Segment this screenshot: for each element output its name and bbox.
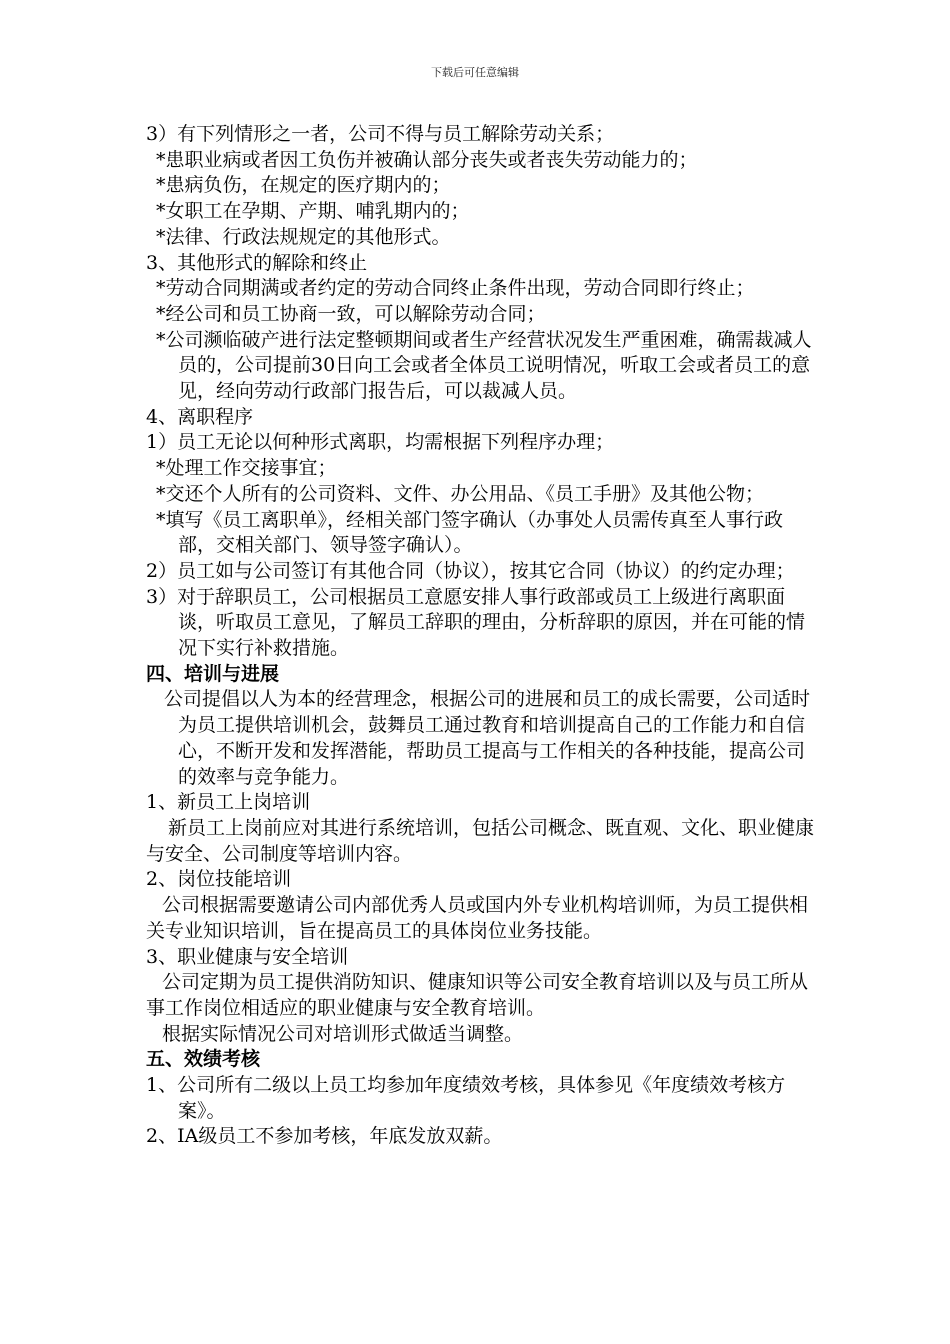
paragraph: *处理工作交接事宜； xyxy=(156,457,337,480)
paragraph: *劳动合同期满或者约定的劳动合同终止条件出现，劳动合同即行终止； xyxy=(156,277,755,300)
paragraph: 4、离职程序 xyxy=(146,405,254,428)
paragraph: 1、公司所有二级以上员工均参加年度绩效考核，具体参见《年度绩效考核方案》。 xyxy=(146,1074,786,1122)
paragraph: *法律、行政法规规定的其他形式。 xyxy=(156,225,451,248)
paragraph: *填写《员工离职单》，经相关部门签字确认（办事处人员需传真至人事行政部，交相关部门、领导签字确认）。 xyxy=(156,508,784,557)
paragraph: *交还个人所有的公司资料、文件、办公用品、《员工手册》及其他公物； xyxy=(156,482,765,505)
section-heading: 五、效绩考核 xyxy=(146,1048,261,1071)
paragraph: *公司濒临破产进行法定整顿期间或者生产经营状况发生严重困难，确需裁减人员的，公司提前30日向工会或者全体员工说明情况，听取工会或者员工的意见，经向劳动行政部门报告后，可以裁减人员。 xyxy=(156,328,812,403)
paragraph: 2、岗位技能培训 xyxy=(146,868,292,891)
page-header: 下载后可任意编辑 xyxy=(431,66,519,79)
paragraph: 根据实际情况公司对培训形式做适当调整。 xyxy=(162,1022,524,1045)
document-body xyxy=(146,122,814,1150)
paragraph: *患病负伤，在规定的医疗期内的； xyxy=(156,174,451,197)
paragraph: 3）对于辞职员工，公司根据员工意愿安排人事行政部或员工上级进行离职面谈，听取员工意见，了解员工辞职的理由，分析辞职的原因，并在可能的情况下实行补救措施。 xyxy=(146,585,806,660)
paragraph: 3、其他形式的解除和终止 xyxy=(146,251,368,274)
paragraph: 公司定期为员工提供消防知识、健康知识等公司安全教育培训以及与员工所从事工作岗位相适应的职业健康与安全教育培训。 xyxy=(146,971,809,1019)
paragraph: 2、IA级员工不参加考核，年底发放双薪。 xyxy=(146,1125,503,1148)
paragraph: 公司提倡以人为本的经营理念，根据公司的进展和员工的成长需要，公司适时为员工提供培训机会，鼓舞员工通过教育和培训提高自己的工作能力和自信心，不断开发和发挥潜能，帮助员工提高与工作相关的各种技能，提高公司的效率与竞争能力。 xyxy=(164,688,811,788)
paragraph: *患职业病或者因工负伤并被确认部分丧失或者丧失劳动能力的； xyxy=(156,148,698,171)
paragraph: 公司根据需要邀请公司内部优秀人员或国内外专业机构培训师，为员工提供相关专业知识培训，旨在提高员工的具体岗位业务技能。 xyxy=(146,894,809,942)
paragraph: *女职工在孕期、产期、哺乳期内的； xyxy=(156,200,470,223)
section-heading: 四、培训与进展 xyxy=(146,662,280,685)
paragraph: 3、职业健康与安全培训 xyxy=(146,945,349,968)
paragraph: 1、新员工上岗培训 xyxy=(146,791,311,814)
paragraph: 3）有下列情形之一者，公司不得与员工解除劳动关系； xyxy=(146,123,615,145)
paragraph: 新员工上岗前应对其进行系统培训，包括公司概念、既直观、文化、职业健康与安全、公司制度等培训内容。 xyxy=(146,816,815,865)
paragraph: 1）员工无论以何种形式离职，均需根据下列程序办理； xyxy=(146,431,615,454)
paragraph: *经公司和员工协商一致，可以解除劳动合同； xyxy=(156,302,546,325)
paragraph: 2）员工如与公司签订有其他合同（协议），按其它合同（协议）的约定办理； xyxy=(146,559,795,582)
